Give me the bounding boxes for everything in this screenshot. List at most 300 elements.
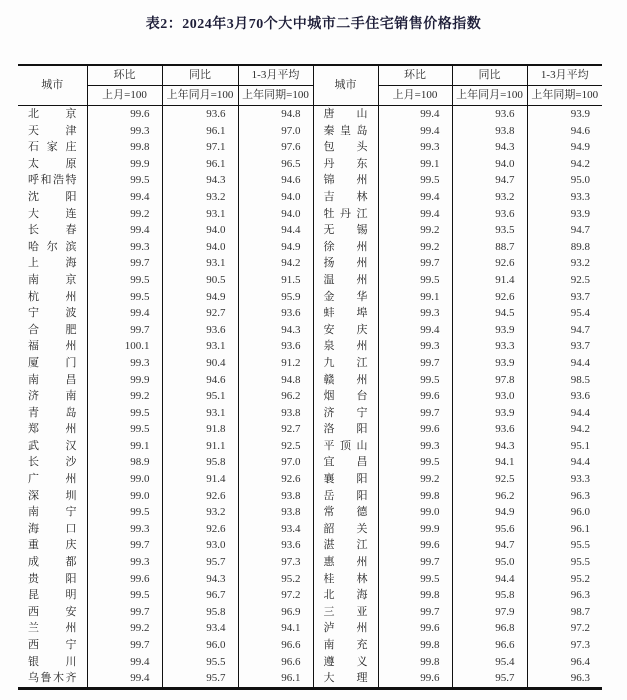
index-mom: 99.4 — [378, 189, 452, 206]
index-mom: 99.6 — [378, 388, 452, 405]
index-mom: 99.4 — [378, 206, 452, 223]
index-avg: 96.1 — [238, 670, 313, 688]
subheader-mom-right: 上月=100 — [378, 86, 452, 106]
index-mom: 99.4 — [378, 123, 452, 140]
index-mom: 99.8 — [87, 139, 162, 156]
index-mom: 99.5 — [87, 172, 162, 189]
index-avg: 93.9 — [570, 207, 590, 220]
city-name: 大 连 — [18, 206, 87, 223]
index-yoy: 94.5 — [452, 305, 527, 322]
index-mom: 99.6 — [378, 421, 452, 438]
index-mom: 99.4 — [87, 305, 162, 322]
city-name: 丹 东 — [313, 156, 378, 173]
city-name: 常 德 — [313, 504, 378, 521]
index-yoy: 95.1 — [162, 388, 238, 405]
city-name: 九 江 — [313, 355, 378, 372]
index-avg: 95.2 — [238, 571, 313, 588]
subheader-avg-right: 上年同期=100 — [527, 86, 602, 106]
index-yoy: 93.6 — [452, 421, 527, 438]
index-yoy: 92.6 — [162, 521, 238, 538]
city-name: 长 春 — [18, 222, 87, 239]
city-name: 贵 阳 — [18, 571, 87, 588]
header-yoy-right: 同比 — [452, 65, 527, 86]
index-avg: 94.0 — [238, 189, 313, 206]
index-avg: 94.8 — [238, 106, 313, 123]
index-yoy: 90.5 — [162, 272, 238, 289]
index-mom: 99.3 — [378, 338, 452, 355]
index-mom: 99.2 — [87, 206, 162, 223]
index-mom: 99.7 — [87, 604, 162, 621]
index-mom: 99.7 — [378, 604, 452, 621]
table-row — [18, 438, 602, 455]
index-mom: 99.3 — [378, 438, 452, 455]
index-mom: 99.7 — [87, 322, 162, 339]
index-yoy: 88.7 — [452, 239, 527, 256]
index-yoy: 93.6 — [162, 322, 238, 339]
index-avg: 96.9 — [238, 604, 313, 621]
city-name: 襄 阳 — [313, 471, 378, 488]
index-avg: 92.5 — [238, 438, 313, 455]
index-mom: 99.6 — [378, 537, 452, 554]
index-avg: 91.2 — [238, 355, 313, 372]
city-name: 秦 皇 岛 — [313, 123, 378, 140]
index-yoy: 91.8 — [162, 421, 238, 438]
city-name: 石 家 庄 — [18, 139, 87, 156]
index-mom: 99.4 — [87, 654, 162, 671]
index-avg: 95.0 — [570, 174, 590, 187]
index-yoy: 93.6 — [452, 106, 527, 123]
index-yoy: 93.9 — [452, 405, 527, 422]
table-row — [18, 255, 602, 272]
index-avg: 93.3 — [570, 190, 590, 203]
index-mom: 99.3 — [378, 139, 452, 156]
index-mom: 99.2 — [87, 620, 162, 637]
index-mom: 99.3 — [87, 239, 162, 256]
index-yoy: 97.8 — [452, 372, 527, 389]
index-yoy: 92.6 — [452, 255, 527, 272]
table-row — [18, 139, 602, 156]
index-mom: 99.4 — [87, 670, 162, 688]
city-name: 哈 尔 滨 — [18, 239, 87, 256]
index-avg: 95.5 — [570, 556, 590, 569]
index-mom: 99.2 — [378, 222, 452, 239]
header-mom-left: 环比 — [87, 65, 162, 86]
index-mom: 99.7 — [87, 255, 162, 272]
index-avg: 97.3 — [238, 554, 313, 571]
table-row — [18, 521, 602, 538]
index-avg: 95.2 — [570, 572, 590, 585]
index-mom: 99.1 — [87, 438, 162, 455]
index-avg: 94.2 — [570, 423, 590, 436]
index-avg: 97.2 — [570, 622, 590, 635]
index-yoy: 92.6 — [452, 289, 527, 306]
index-avg: 91.5 — [238, 272, 313, 289]
index-avg: 95.9 — [238, 289, 313, 306]
city-name: 岳 阳 — [313, 488, 378, 505]
index-yoy: 95.0 — [452, 554, 527, 571]
city-name: 温 州 — [313, 272, 378, 289]
index-yoy: 92.5 — [452, 471, 527, 488]
city-name: 南 京 — [18, 272, 87, 289]
city-name: 包 头 — [313, 139, 378, 156]
index-yoy: 94.7 — [452, 172, 527, 189]
index-mom: 99.2 — [378, 239, 452, 256]
index-yoy: 94.0 — [162, 222, 238, 239]
index-yoy: 93.3 — [452, 338, 527, 355]
index-yoy: 93.1 — [162, 255, 238, 272]
city-name: 宁 波 — [18, 305, 87, 322]
city-name: 南 充 — [313, 637, 378, 654]
index-yoy: 93.9 — [452, 355, 527, 372]
table-row — [18, 106, 602, 123]
index-avg: 93.6 — [238, 305, 313, 322]
index-mom: 99.0 — [87, 488, 162, 505]
index-yoy: 93.2 — [162, 189, 238, 206]
index-avg: 92.6 — [238, 471, 313, 488]
city-name: 北 海 — [313, 587, 378, 604]
index-mom: 99.9 — [378, 521, 452, 538]
index-avg: 94.4 — [570, 406, 590, 419]
table-row — [18, 587, 602, 604]
index-avg: 95.5 — [570, 539, 590, 552]
index-mom: 99.7 — [378, 355, 452, 372]
index-yoy: 96.1 — [162, 123, 238, 140]
index-avg: 94.4 — [570, 356, 590, 369]
index-yoy: 93.5 — [452, 222, 527, 239]
city-name: 泉 州 — [313, 338, 378, 355]
city-name: 青 岛 — [18, 405, 87, 422]
index-yoy: 90.4 — [162, 355, 238, 372]
index-avg: 94.6 — [570, 124, 590, 137]
index-yoy: 97.1 — [162, 139, 238, 156]
index-mom: 99.9 — [87, 372, 162, 389]
city-name: 兰 州 — [18, 620, 87, 637]
city-name: 呼 和 浩 特 — [18, 172, 87, 189]
index-mom: 99.5 — [87, 272, 162, 289]
city-name: 昆 明 — [18, 587, 87, 604]
subheader-avg-left: 上年同期=100 — [238, 86, 313, 106]
index-yoy: 92.6 — [162, 488, 238, 505]
index-mom: 99.6 — [378, 620, 452, 637]
city-name: 福 州 — [18, 338, 87, 355]
table-row — [18, 372, 602, 389]
table-row — [18, 488, 602, 505]
table-row — [18, 388, 602, 405]
index-mom: 99.6 — [378, 670, 452, 688]
header-mom-right: 环比 — [378, 65, 452, 86]
table-row — [18, 421, 602, 438]
table-row — [18, 338, 602, 355]
index-mom: 99.8 — [378, 488, 452, 505]
index-yoy: 95.7 — [162, 670, 238, 688]
city-name: 长 沙 — [18, 454, 87, 471]
index-yoy: 95.7 — [162, 554, 238, 571]
index-yoy: 93.9 — [452, 322, 527, 339]
index-avg: 96.1 — [570, 522, 590, 535]
table-title: 表2：2024年3月70个大中城市二手住宅销售价格指数 — [145, 17, 482, 32]
city-name: 赣 州 — [313, 372, 378, 389]
subheader-yoy-right: 上年同月=100 — [452, 86, 527, 106]
index-yoy: 95.6 — [452, 521, 527, 538]
index-mom: 99.3 — [87, 554, 162, 571]
index-avg: 94.7 — [570, 224, 590, 237]
city-name: 锦 州 — [313, 172, 378, 189]
index-avg: 94.4 — [238, 222, 313, 239]
index-avg: 96.3 — [570, 589, 590, 602]
index-mom: 99.7 — [378, 255, 452, 272]
index-avg: 95.1 — [570, 439, 590, 452]
index-avg: 93.8 — [238, 504, 313, 521]
index-avg: 94.6 — [238, 172, 313, 189]
city-name: 遵 义 — [313, 654, 378, 671]
city-name: 金 华 — [313, 289, 378, 306]
index-yoy: 93.1 — [162, 338, 238, 355]
index-mom: 99.3 — [87, 123, 162, 140]
index-mom: 99.5 — [87, 405, 162, 422]
subheader-mom-left: 上月=100 — [87, 86, 162, 106]
index-mom: 99.6 — [87, 106, 162, 123]
index-avg: 96.6 — [238, 654, 313, 671]
table-row — [18, 239, 602, 256]
city-name: 大 理 — [313, 670, 378, 688]
index-mom: 99.5 — [378, 172, 452, 189]
city-name: 唐 山 — [313, 106, 378, 123]
index-yoy: 94.0 — [452, 156, 527, 173]
city-name: 武 汉 — [18, 438, 87, 455]
index-avg: 93.7 — [570, 340, 590, 353]
index-avg: 97.0 — [238, 454, 313, 471]
index-yoy: 93.6 — [452, 206, 527, 223]
city-name: 乌 鲁 木 齐 — [18, 670, 87, 688]
index-mom: 99.5 — [87, 289, 162, 306]
index-mom: 99.8 — [378, 654, 452, 671]
table-row — [18, 471, 602, 488]
index-avg: 94.4 — [570, 456, 590, 469]
index-yoy: 94.3 — [452, 139, 527, 156]
index-mom: 99.7 — [87, 537, 162, 554]
index-yoy: 94.9 — [452, 504, 527, 521]
index-yoy: 93.1 — [162, 206, 238, 223]
city-name: 蚌 埠 — [313, 305, 378, 322]
city-name: 济 宁 — [313, 405, 378, 422]
index-yoy: 96.8 — [452, 620, 527, 637]
table-row — [18, 222, 602, 239]
index-avg: 97.6 — [238, 139, 313, 156]
index-mom: 99.3 — [87, 521, 162, 538]
index-mom: 99.5 — [87, 421, 162, 438]
city-name: 太 原 — [18, 156, 87, 173]
city-name: 南 宁 — [18, 504, 87, 521]
index-avg: 92.7 — [238, 421, 313, 438]
index-avg: 94.9 — [570, 141, 590, 154]
city-name: 桂 林 — [313, 571, 378, 588]
index-yoy: 96.0 — [162, 637, 238, 654]
index-avg: 94.3 — [238, 322, 313, 339]
city-name: 沈 阳 — [18, 189, 87, 206]
index-yoy: 94.3 — [452, 438, 527, 455]
table-row — [18, 322, 602, 339]
index-yoy: 95.8 — [162, 454, 238, 471]
index-yoy: 93.0 — [162, 537, 238, 554]
table-row — [18, 172, 602, 189]
index-yoy: 91.4 — [452, 272, 527, 289]
index-yoy: 96.1 — [162, 156, 238, 173]
index-avg: 93.2 — [570, 257, 590, 270]
table-row — [18, 156, 602, 173]
index-avg: 94.0 — [238, 206, 313, 223]
index-yoy: 94.4 — [452, 571, 527, 588]
city-name: 安 庆 — [313, 322, 378, 339]
index-avg: 94.2 — [238, 255, 313, 272]
index-yoy: 91.4 — [162, 471, 238, 488]
city-name: 杭 州 — [18, 289, 87, 306]
city-name: 厦 门 — [18, 355, 87, 372]
table-row — [18, 554, 602, 571]
index-mom: 99.5 — [378, 454, 452, 471]
index-mom: 99.5 — [378, 571, 452, 588]
city-name: 海 口 — [18, 521, 87, 538]
index-mom: 99.9 — [87, 156, 162, 173]
index-avg: 93.7 — [570, 290, 590, 303]
index-avg: 96.0 — [570, 506, 590, 519]
city-name: 西 安 — [18, 604, 87, 621]
index-avg: 98.7 — [570, 605, 590, 618]
index-avg: 94.8 — [238, 372, 313, 389]
index-yoy: 93.0 — [452, 388, 527, 405]
index-mom: 99.5 — [87, 587, 162, 604]
index-mom: 99.3 — [378, 305, 452, 322]
table-row — [18, 504, 602, 521]
city-name: 牡 丹 江 — [313, 206, 378, 223]
index-avg: 96.3 — [570, 489, 590, 502]
city-name: 上 海 — [18, 255, 87, 272]
city-name: 济 南 — [18, 388, 87, 405]
index-mom: 99.2 — [378, 471, 452, 488]
index-mom: 98.9 — [87, 454, 162, 471]
city-name: 广 州 — [18, 471, 87, 488]
index-avg: 92.5 — [570, 273, 590, 286]
header-city-left: 城市 — [18, 65, 87, 106]
city-name: 平 顶 山 — [313, 438, 378, 455]
city-name: 南 昌 — [18, 372, 87, 389]
index-mom: 100.1 — [87, 338, 162, 355]
index-avg: 95.4 — [570, 307, 590, 320]
index-avg: 93.6 — [238, 338, 313, 355]
index-yoy: 96.7 — [162, 587, 238, 604]
city-name: 惠 州 — [313, 554, 378, 571]
header-yoy-left: 同比 — [162, 65, 238, 86]
city-name: 泸 州 — [313, 620, 378, 637]
city-name: 西 宁 — [18, 637, 87, 654]
index-avg: 98.5 — [570, 373, 590, 386]
index-mom: 99.5 — [87, 504, 162, 521]
index-yoy: 93.2 — [162, 504, 238, 521]
city-name: 无 锡 — [313, 222, 378, 239]
index-yoy: 96.6 — [452, 637, 527, 654]
table-row — [18, 355, 602, 372]
city-name: 郑 州 — [18, 421, 87, 438]
index-avg: 93.8 — [238, 405, 313, 422]
index-avg: 97.0 — [238, 123, 313, 140]
city-name: 吉 林 — [313, 189, 378, 206]
table-row — [18, 189, 602, 206]
table-row — [18, 454, 602, 471]
index-avg: 94.2 — [570, 157, 590, 170]
city-name: 宜 昌 — [313, 454, 378, 471]
index-avg: 94.1 — [238, 620, 313, 637]
table-header — [18, 65, 602, 106]
index-avg: 96.6 — [238, 637, 313, 654]
index-avg: 96.5 — [238, 156, 313, 173]
index-mom: 99.4 — [87, 222, 162, 239]
index-yoy: 93.2 — [452, 189, 527, 206]
table-row — [18, 537, 602, 554]
index-avg: 96.4 — [570, 655, 590, 668]
index-mom: 99.4 — [87, 189, 162, 206]
index-mom: 99.5 — [378, 272, 452, 289]
index-mom: 99.4 — [378, 322, 452, 339]
city-name: 天 津 — [18, 123, 87, 140]
table-row — [18, 289, 602, 306]
index-avg: 93.6 — [570, 390, 590, 403]
index-yoy: 95.5 — [162, 654, 238, 671]
index-mom: 99.3 — [87, 355, 162, 372]
table-row — [18, 604, 602, 621]
index-avg: 93.4 — [238, 521, 313, 538]
index-mom: 99.6 — [87, 571, 162, 588]
index-yoy: 96.2 — [452, 488, 527, 505]
city-name: 湛 江 — [313, 537, 378, 554]
index-mom: 99.8 — [378, 637, 452, 654]
index-mom: 99.5 — [378, 372, 452, 389]
index-yoy: 94.6 — [162, 372, 238, 389]
index-mom: 99.0 — [378, 504, 452, 521]
index-mom: 99.7 — [378, 405, 452, 422]
city-name: 三 亚 — [313, 604, 378, 621]
index-avg: 93.9 — [570, 108, 590, 120]
index-yoy: 95.8 — [452, 587, 527, 604]
index-avg: 94.7 — [570, 323, 590, 336]
table-row — [18, 305, 602, 322]
subheader-yoy-left: 上年同月=100 — [162, 86, 238, 106]
table-row — [18, 571, 602, 588]
table-row — [18, 405, 602, 422]
index-yoy: 93.8 — [452, 123, 527, 140]
index-yoy: 95.4 — [452, 654, 527, 671]
index-yoy: 94.1 — [452, 454, 527, 471]
price-index-table — [18, 64, 602, 690]
index-mom: 99.4 — [378, 106, 452, 123]
index-yoy: 92.7 — [162, 305, 238, 322]
city-name: 重 庆 — [18, 537, 87, 554]
index-avg: 94.9 — [238, 239, 313, 256]
index-yoy: 94.3 — [162, 172, 238, 189]
index-avg: 97.2 — [238, 587, 313, 604]
header-city-right: 城市 — [313, 65, 378, 106]
city-name: 徐 州 — [313, 239, 378, 256]
index-avg: 93.6 — [238, 537, 313, 554]
city-name: 银 川 — [18, 654, 87, 671]
table-body — [18, 106, 602, 689]
city-name: 韶 关 — [313, 521, 378, 538]
header-avg-left: 1-3月平均 — [238, 65, 313, 86]
index-yoy: 93.1 — [162, 405, 238, 422]
index-mom: 99.0 — [87, 471, 162, 488]
index-yoy: 94.3 — [162, 571, 238, 588]
index-yoy: 95.8 — [162, 604, 238, 621]
table-row — [18, 272, 602, 289]
city-name: 洛 阳 — [313, 421, 378, 438]
